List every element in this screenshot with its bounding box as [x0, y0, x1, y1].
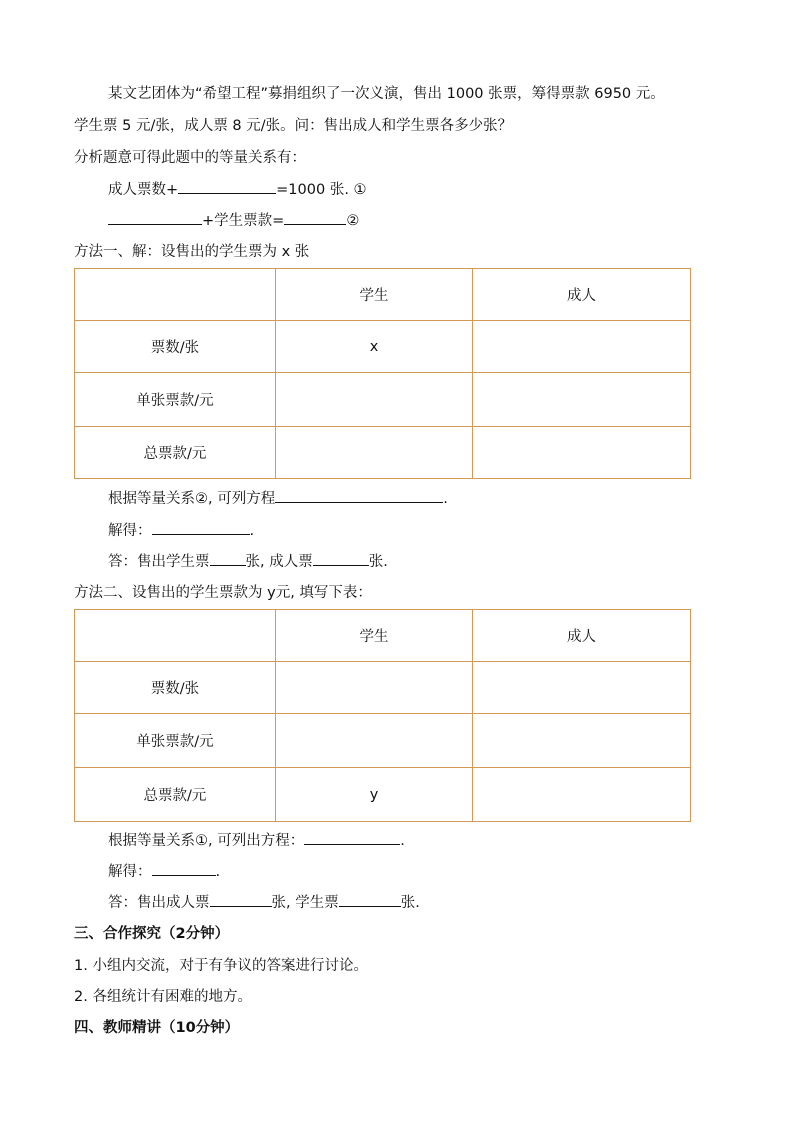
relation-1	[108, 178, 367, 199]
table-row	[75, 321, 691, 373]
equation-blank[interactable]	[275, 488, 443, 503]
equation-suffix: .	[443, 491, 448, 507]
section-4-title: 四、教师精讲（10分钟）	[74, 1020, 240, 1036]
method-2-answer	[108, 891, 420, 912]
table-row	[75, 662, 691, 714]
relation-2-suffix: ②	[346, 213, 360, 229]
table-cell[interactable]	[276, 714, 473, 768]
table-row	[75, 373, 691, 427]
table-header-cell: 成人	[473, 269, 691, 321]
table-cell[interactable]: y	[276, 768, 473, 822]
row-label: 总票款/元	[75, 768, 276, 822]
answer-blank-1[interactable]	[210, 551, 246, 566]
row-label: 票数/张	[75, 321, 276, 373]
table-cell[interactable]	[276, 427, 473, 479]
list-item: 2. 各组统计有困难的地方。	[74, 989, 252, 1005]
table-row	[75, 714, 691, 768]
table-cell[interactable]	[473, 768, 691, 822]
analysis-intro: 分析题意可得此题中的等量关系有：	[74, 150, 306, 166]
answer-part-c: 张.	[368, 554, 388, 570]
answer-part-c: 张.	[400, 895, 420, 911]
relation-2-mid: +学生票款=	[202, 213, 285, 229]
problem-line-2: 学生票 5 元/张，成人票 8 元/张。问：售出成人和学生票各多少张？	[74, 118, 513, 134]
method-2-table	[74, 609, 691, 822]
row-label: 单张票款/元	[75, 373, 276, 427]
equation-blank[interactable]	[304, 830, 400, 845]
equation-suffix: .	[400, 833, 405, 849]
answer-blank-1[interactable]	[210, 892, 272, 907]
method-1-equation	[108, 487, 448, 508]
method-1-table	[74, 268, 691, 479]
solve-blank[interactable]	[152, 861, 216, 876]
table-cell[interactable]	[473, 714, 691, 768]
section-3-title: 三、合作探究（2分钟）	[74, 926, 230, 942]
answer-blank-2[interactable]	[339, 892, 401, 907]
answer-blank-2[interactable]	[313, 551, 369, 566]
problem-line-1: 某文艺团体为“希望工程”募捐组织了一次义演，售出 1000 张票，筹得票款 6950 元。	[108, 86, 665, 102]
relation-2	[108, 209, 359, 230]
row-label: 总票款/元	[75, 427, 276, 479]
relation-1-suffix: =1000 张. ①	[276, 182, 367, 198]
table-cell[interactable]	[276, 662, 473, 714]
relation-2-blank-a[interactable]	[108, 210, 202, 225]
answer-part-a: 答：售出成人票	[108, 895, 210, 911]
table-cell[interactable]	[473, 373, 691, 427]
answer-part-b: 张, 成人票	[245, 554, 313, 570]
method-1-heading: 方法一、解：设售出的学生票为 x 张	[74, 244, 310, 260]
table-row	[75, 427, 691, 479]
solve-prefix: 解得：	[108, 864, 152, 880]
answer-part-b: 张, 学生票	[271, 895, 339, 911]
list-item: 1. 小组内交流，对于有争议的答案进行讨论。	[74, 958, 368, 974]
row-label: 票数/张	[75, 662, 276, 714]
table-header-cell: 学生	[276, 610, 473, 662]
equation-prefix: 根据等量关系①, 可列出方程：	[108, 833, 305, 849]
answer-part-a: 答：售出学生票	[108, 554, 210, 570]
table-header-cell	[75, 610, 276, 662]
method-2-solve	[108, 860, 220, 881]
solve-blank[interactable]	[152, 520, 250, 535]
table-cell[interactable]	[473, 321, 691, 373]
relation-1-blank[interactable]	[178, 179, 276, 194]
table-header-cell: 学生	[276, 269, 473, 321]
table-row	[75, 768, 691, 822]
table-cell[interactable]	[276, 373, 473, 427]
relation-2-blank-b[interactable]	[284, 210, 346, 225]
table-cell[interactable]	[473, 427, 691, 479]
solve-suffix: .	[249, 523, 255, 539]
table-header-cell: 成人	[473, 610, 691, 662]
method-1-answer	[108, 550, 388, 571]
table-cell[interactable]: x	[276, 321, 473, 373]
row-label: 单张票款/元	[75, 714, 276, 768]
solve-prefix: 解得：	[108, 523, 152, 539]
table-cell[interactable]	[473, 662, 691, 714]
solve-suffix: .	[215, 864, 221, 880]
method-1-solve	[108, 519, 254, 540]
table-header-cell	[75, 269, 276, 321]
relation-1-prefix: 成人票数+	[108, 182, 179, 198]
equation-prefix: 根据等量关系②, 可列方程	[108, 491, 276, 507]
method-2-equation	[108, 829, 405, 850]
method-2-heading: 方法二、设售出的学生票款为 y元, 填写下表：	[74, 585, 372, 601]
